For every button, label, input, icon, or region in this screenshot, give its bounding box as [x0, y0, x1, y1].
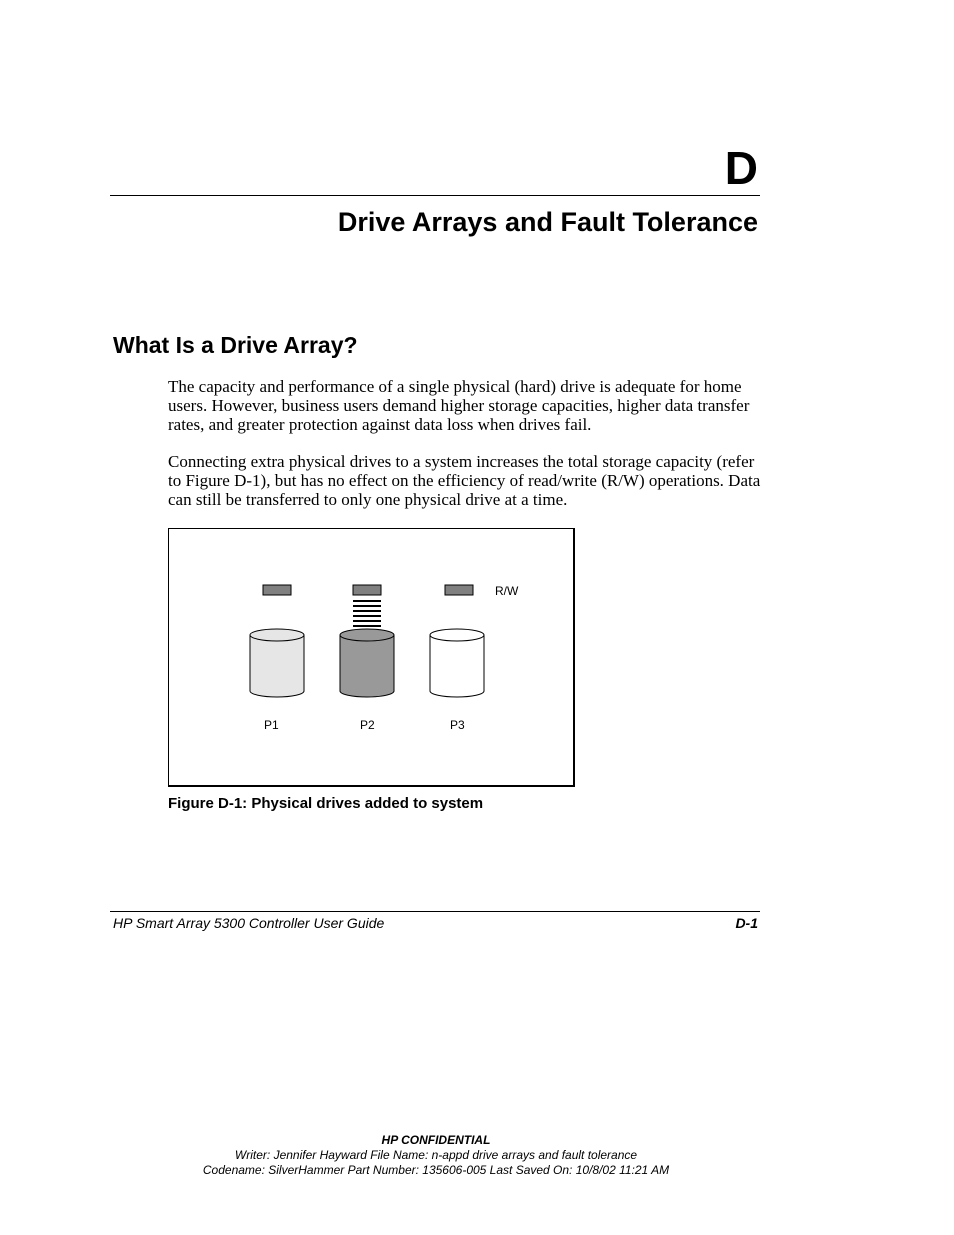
physical-drives-diagram: [169, 529, 576, 788]
rw-indicator-p3: [445, 585, 473, 595]
footer-page-number: D-1: [735, 915, 758, 931]
drive-label-p1: P1: [264, 718, 279, 732]
codename-info: Codename: SilverHammer Part Number: 135606-005 Last Saved On: 10/8/02 11:21 AM: [202, 1163, 670, 1177]
section-heading: What Is a Drive Array?: [113, 332, 358, 358]
figure-caption: Figure D-1: Physical drives added to system: [168, 795, 484, 812]
rw-label: R/W: [495, 584, 519, 598]
footer-doc-title: HP Smart Array 5300 Controller User Guide: [113, 915, 385, 931]
rw-indicator-p2: [353, 585, 381, 595]
body-paragraph: Connecting extra physical drives to a system increases the total storage capacity (refer to Figure D-1), but has no effect on the efficiency of read/write (R/W) operations. Data can still be transferred to only one physical drive at a time.: [168, 452, 761, 509]
drive-label-p3: P3: [450, 718, 465, 732]
chapter-letter: D: [724, 142, 758, 194]
chapter-title: Drive Arrays and Fault Tolerance: [337, 207, 758, 237]
body-paragraph: The capacity and performance of a single physical (hard) drive is adequate for home users. However, business users demand higher storage capacities, higher data transfer rates, and greater protection against data loss when drives fail.: [168, 377, 750, 434]
drive-label-p2: P2: [360, 718, 375, 732]
drive-cylinder-p2: [340, 629, 394, 697]
rw-indicator-p1: [263, 585, 291, 595]
footer-rule: [110, 911, 760, 912]
figure-d1: [168, 528, 575, 787]
chapter-rule: [110, 195, 760, 196]
confidential-label: HP CONFIDENTIAL: [381, 1133, 491, 1147]
drive-cylinder-p3: [430, 629, 484, 697]
drive-cylinder-p1: [250, 629, 304, 697]
data-transfer-lines: [353, 601, 381, 631]
confidential-block: [0, 1133, 872, 1178]
writer-info: Writer: Jennifer Hayward File Name: n-appd drive arrays and fault tolerance: [234, 1148, 638, 1162]
